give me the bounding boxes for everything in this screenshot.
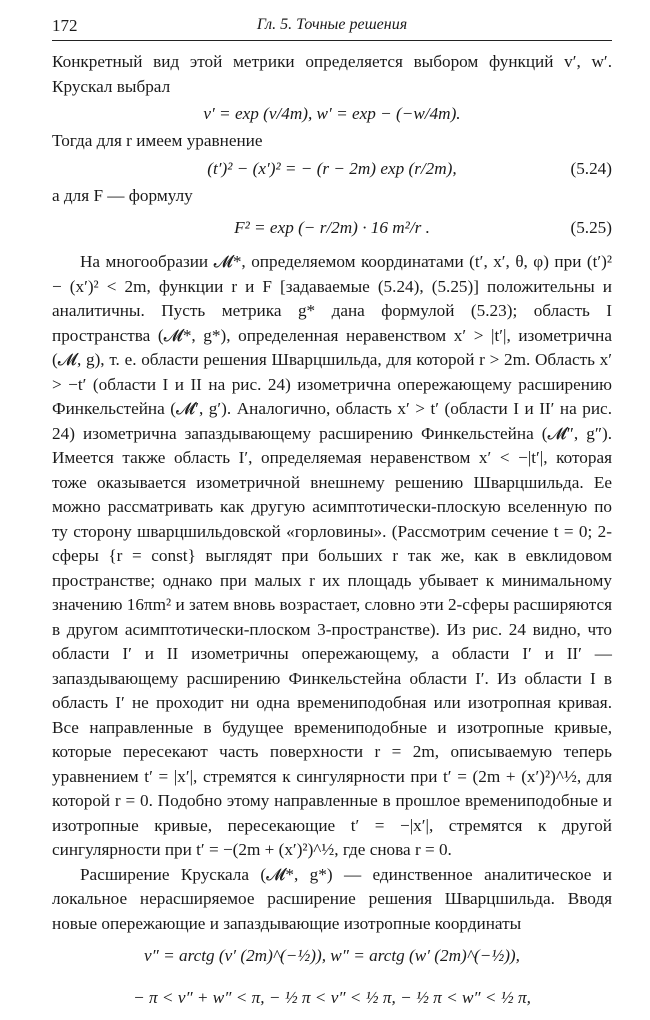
- text-paragraph: Тогда для r имеем уравнение: [52, 131, 263, 150]
- equation-formula: − π < v″ + w″ < π, − ½ π < v″ < ½ π, − ½ π < w″ < ½ π,: [133, 988, 531, 1007]
- display-equation: [52, 208, 612, 250]
- text-paragraph: Конкретный вид этой метрики определяется выбором функций v′, w′. Крускал выбрал: [52, 52, 612, 96]
- display-equation: [52, 978, 612, 1020]
- running-title: Гл. 5. Точные решения: [256, 16, 408, 33]
- display-equation: [52, 936, 612, 978]
- page-number: 172: [52, 16, 78, 35]
- equation-number: (5.25): [570, 218, 612, 237]
- page-body: [52, 50, 612, 1020]
- text-paragraph: Расширение Крускала (𝓜*, g*) — единственное аналитическое и локальное нерасширяемое расширение решения Шварцшильда. Вводя новые опережающие и запаздывающие изотропные координаты: [52, 864, 612, 933]
- equation-number: (5.24): [570, 158, 612, 178]
- text-paragraph: На многообразии 𝓜*, определяемом координатами (t′, x′, θ, φ) при (t′)² − (x′)² < 2m, функции r и F [задаваемые (5.24), (5.25)] положительны и аналитичны. Пусть метрика g* дана формулой (5.23); область I пространства (𝓜*, g*), определенная неравенством x′ > |t′|, изометрична (𝓜, g), т. е. области решения Шварцшильда, для которой r > 2m. Область x′ > −t′ (области I и II на рис. 24) изометрична опережающему расширению Финкельстейна (𝓜′, g′). Аналогично, область x′ > t′ (области I и II′ на рис. 24) изометрична запаздывающему расширению Финкельстейна (𝓜″, g″). Имеется также область I′, определяемая неравенством x′ < −|t′|, которая тоже оказывается изометричной внешнему решению Шварцшильда. Ее можно рассматривать как другую асимптотически-плоскую вселенную по ту сторону шварцшильдовской «горловины». (Рассмотрим сечение t = 0; 2-сферы {r = const} выглядят при больших r так же, как в евклидовом пространстве; однако при малых r их площадь убывает к минимальному значению 16πm² и затем вновь возрастает, словно эти 2-сферы расширяются в другом асимптотически-плоском 3-пространстве). Из рис. 24 видно, что области I′ и II изометричны опережающему, а области I′ и II′ — запаздывающему расширению Финкельстейна области I′. Из области I в область I′ не проходит ни одна времениподобная или изотропная кривая. Все направленные в будущее времениподобные и изотропные кривые, которые пересекают часть поверхности r = 2m, описываемую теперь уравнением t′ = |x′|, стремятся к сингулярности при t′ = (2m + (x′)²)^½, для которой r = 0. Подобно этому направленные в прошлое времениподобные и изотропные кривые, пересекающие t′ = −|x′|, стремятся к другой сингулярности при t′ = −(2m + (x′)²)^½, где снова r = 0.: [52, 252, 612, 859]
- text-paragraph: а для F — формулу: [52, 185, 193, 205]
- display-equation: [52, 99, 612, 129]
- equation-formula: F² = exp (− r/2m) · 16 m²/r .: [234, 218, 430, 237]
- page-header: [52, 14, 612, 41]
- equation-formula: (t′)² − (x′)² = − (r − 2m) exp (r/2m),: [207, 158, 457, 178]
- equation-formula: v″ = arctg (v′ (2m)^(−½)), w″ = arctg (w′ (2m)^(−½)),: [144, 946, 520, 965]
- equation-formula: v′ = exp (v/4m), w′ = exp − (−w/4m).: [203, 104, 461, 123]
- display-equation: [52, 154, 612, 184]
